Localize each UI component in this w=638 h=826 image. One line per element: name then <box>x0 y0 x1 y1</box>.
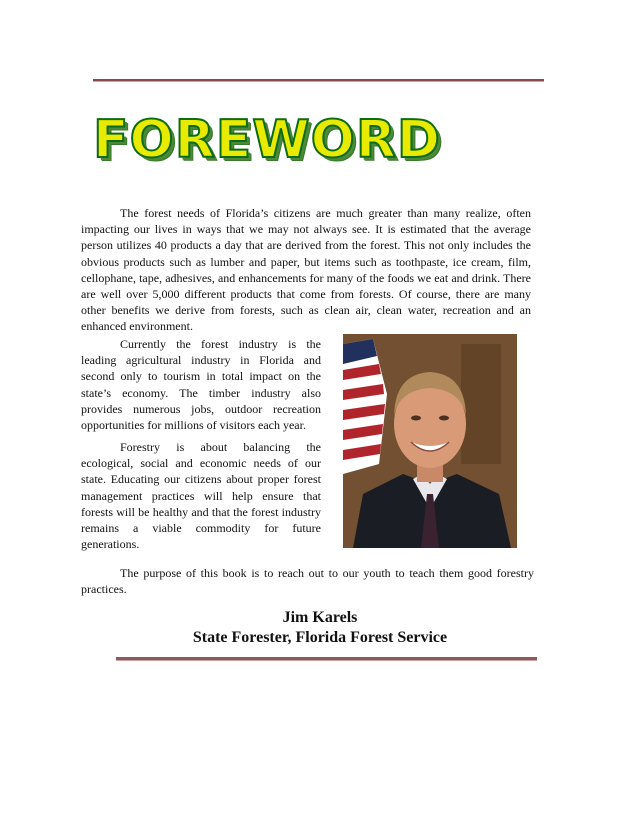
portrait-photo <box>343 334 517 548</box>
signature-title: State Forester, Florida Forest Service <box>192 629 448 646</box>
page-title: FOREWORD <box>93 110 442 170</box>
portrait-photo-icon <box>343 334 517 548</box>
bottom-divider <box>116 657 537 661</box>
signature-name: Jim Karels <box>282 609 358 626</box>
paragraph-purpose: The purpose of this book is to reach out to our youth to teach them good forestry practices. <box>81 566 534 597</box>
top-divider <box>93 79 544 82</box>
paragraph-forest-needs: The forest needs of Florida’s citizens are much greater than many realize, often impacting our lives in ways that we may not always see. It is estimated that the average person utilizes 40 products a day that are derived from the forest. This not only includes the obvious products such as lumber and paper, but items such as toothpaste, ice cream, film, cellophane, tape, adhesives, and enhancements for many of the foods we eat and drink. There are well over 5,000 different products that come from forests. Of course, there are many other benefits we derive from forests, such as clean air, clean water, recreation and an enhanced environment. <box>81 206 531 334</box>
paragraph-forestry-balance: Forestry is about balancing the ecological, social and economic needs of our state. Educating our citizens about proper forest management practices will help ensure that forests will be healthy and that the forest industry remains a viable commodity for future generations. <box>81 440 321 552</box>
paragraph-forest-industry: Currently the forest industry is the leading agricultural industry in Florida and second only to tourism in total impact on the state’s economy. The timber industry also provides numerous jobs, outdoor recreation opportunities for millions of visitors each year. <box>81 337 321 433</box>
